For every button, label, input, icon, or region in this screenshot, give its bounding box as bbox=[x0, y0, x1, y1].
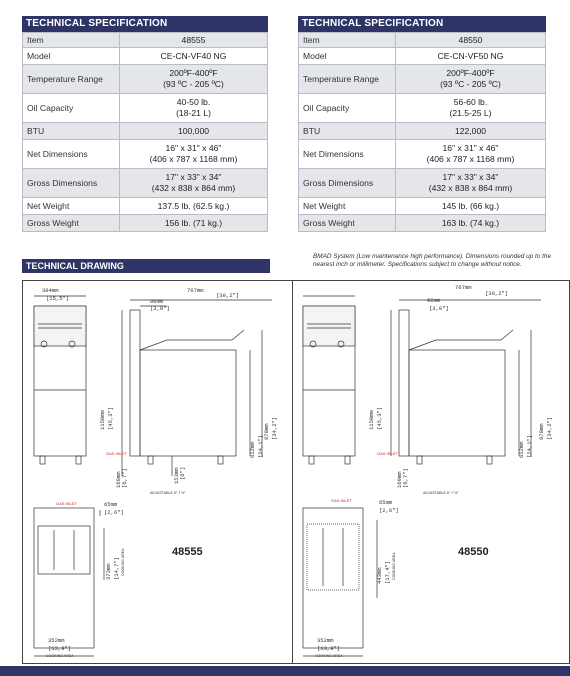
dim-label: 96mm bbox=[150, 298, 164, 305]
dim-label: [24,1"] bbox=[257, 434, 264, 458]
table-row bbox=[299, 65, 546, 94]
row-label: Model bbox=[23, 48, 120, 65]
spec-table-48550 bbox=[298, 16, 546, 232]
dim-label: 352mm bbox=[317, 637, 334, 644]
table-row bbox=[299, 140, 546, 169]
gas-inlet-label: GAS INLET bbox=[56, 501, 77, 506]
dim-label: [13,9"] bbox=[48, 645, 72, 652]
row-label: Net Dimensions bbox=[23, 140, 120, 169]
dim-label: 394mm bbox=[42, 287, 59, 294]
row-value: 200ºF-400ºF (93 ºC - 205 ºC) bbox=[120, 65, 268, 94]
row-value: CE-CN-VF50 NG bbox=[396, 48, 546, 65]
row-value: 137.5 lb. (62.5 kg.) bbox=[120, 198, 268, 215]
gas-inlet-label: GAS INLET bbox=[331, 498, 352, 503]
row-value: 145 lb. (66 kg.) bbox=[396, 198, 546, 215]
table-row bbox=[299, 198, 546, 215]
table-row bbox=[23, 48, 268, 65]
dim-label: [3,8"] bbox=[429, 305, 449, 312]
spec-footnote: BMAD System (Low maintenance high performance). Dimensions rounded up to the nearest inch or millimeter. Specifications subject to change without notice. bbox=[313, 253, 551, 268]
table-row bbox=[299, 94, 546, 123]
dim-label: [30,2"] bbox=[485, 290, 509, 297]
row-value: 48550 bbox=[396, 33, 546, 48]
dim-label: 612mm bbox=[249, 441, 256, 458]
dim-label: [14,7"] bbox=[113, 556, 120, 580]
row-label: BTU bbox=[23, 123, 120, 140]
row-label: Oil Capacity bbox=[299, 94, 396, 123]
technical-drawing-title: TECHNICAL DRAWING bbox=[22, 259, 270, 273]
table-row bbox=[23, 215, 268, 232]
dim-label: COOKING AREA bbox=[392, 552, 396, 580]
dim-label: 767mm bbox=[187, 287, 204, 294]
spec-table-48555 bbox=[22, 16, 268, 232]
dim-label: [34,2"] bbox=[271, 416, 278, 440]
dim-label: 153mm bbox=[173, 467, 180, 484]
row-label: Net Weight bbox=[299, 198, 396, 215]
row-value: 163 lb. (74 kg.) bbox=[396, 215, 546, 232]
row-value: 17" x 33" x 34" (432 x 838 x 864 mm) bbox=[396, 169, 546, 198]
table-row bbox=[23, 140, 268, 169]
row-value: 200ºF-400ºF (93 ºC - 205 ºC) bbox=[396, 65, 546, 94]
dim-label: [6,7"] bbox=[402, 468, 409, 488]
dim-label: 169mm bbox=[115, 471, 122, 488]
table-row bbox=[299, 48, 546, 65]
dim-label: ADJUSTABLE 6"-7 ½" bbox=[150, 491, 186, 495]
dim-label: [17,4"] bbox=[384, 560, 391, 584]
table-row bbox=[299, 169, 546, 198]
dim-label: [6"] bbox=[179, 466, 186, 480]
table-row bbox=[299, 123, 546, 140]
table-row bbox=[23, 169, 268, 198]
dim-label: [34,2"] bbox=[546, 416, 553, 440]
dim-label: [24,1"] bbox=[526, 434, 533, 458]
row-label: Temperature Range bbox=[299, 65, 396, 94]
dim-label: 767mm bbox=[455, 284, 472, 291]
dim-label: 96mm bbox=[427, 297, 441, 304]
dim-label: [2,6"] bbox=[379, 507, 399, 514]
dim-label: 612mm bbox=[518, 441, 525, 458]
row-value: 17" x 33" x 34" (432 x 838 x 864 mm) bbox=[120, 169, 268, 198]
footer-bar bbox=[0, 666, 570, 676]
dim-label: 373mm bbox=[105, 563, 112, 580]
dim-label: 169mm bbox=[396, 471, 403, 488]
dim-label: COOKING AREA bbox=[315, 654, 343, 658]
row-label: Gross Dimensions bbox=[299, 169, 396, 198]
row-value: 56-60 lb. (21.5-25 L) bbox=[396, 94, 546, 123]
drawing-48555 bbox=[22, 280, 292, 664]
row-label: BTU bbox=[299, 123, 396, 140]
row-value: 16" x 31" x 46" (406 x 787 x 1168 mm) bbox=[396, 140, 546, 169]
dim-label: [3,8"] bbox=[150, 305, 170, 312]
gas-inlet-label: GAS INLET bbox=[106, 451, 127, 456]
row-value: CE-CN-VF40 NG bbox=[120, 48, 268, 65]
dim-label: 870mm bbox=[538, 423, 545, 440]
row-value: 40-50 lb. (18-21 L) bbox=[120, 94, 268, 123]
row-label: Oil Capacity bbox=[23, 94, 120, 123]
row-value: 100,000 bbox=[120, 123, 268, 140]
gas-inlet-label: GAS INLET bbox=[377, 451, 398, 456]
dim-label: 1150mm bbox=[368, 410, 375, 430]
dim-label: [6,7"] bbox=[121, 468, 128, 488]
dim-label: 65mm bbox=[104, 501, 118, 508]
dim-label: [45,3"] bbox=[376, 406, 383, 430]
dim-label: 870mm bbox=[263, 423, 270, 440]
row-value: 48555 bbox=[120, 33, 268, 48]
row-value: 16" x 31" x 46" (406 x 787 x 1168 mm) bbox=[120, 140, 268, 169]
dim-label: [2,6"] bbox=[104, 509, 124, 516]
dim-label: COOKING AREA bbox=[121, 548, 125, 576]
spec-title: TECHNICAL SPECIFICATION bbox=[298, 16, 546, 32]
row-value: 156 lb. (71 kg.) bbox=[120, 215, 268, 232]
table-row bbox=[23, 33, 268, 48]
dim-label: 352mm bbox=[48, 637, 65, 644]
dim-label: [45,3"] bbox=[107, 406, 114, 430]
table-row bbox=[23, 198, 268, 215]
dim-label: 443mm bbox=[376, 567, 383, 584]
table-row bbox=[23, 65, 268, 94]
row-value: 122,000 bbox=[396, 123, 546, 140]
model-number-48555: 48555 bbox=[172, 546, 203, 558]
row-label: Item bbox=[23, 33, 120, 48]
model-number-48550: 48550 bbox=[458, 546, 489, 558]
row-label: Gross Dimensions bbox=[23, 169, 120, 198]
row-label: Net Dimensions bbox=[299, 140, 396, 169]
table-row bbox=[299, 215, 546, 232]
spec-table bbox=[22, 32, 268, 232]
table-row bbox=[23, 94, 268, 123]
dim-label: 1150mm bbox=[99, 410, 106, 430]
row-label: Gross Weight bbox=[23, 215, 120, 232]
dim-label: [15,5"] bbox=[46, 295, 70, 302]
drawing-48550 bbox=[293, 280, 570, 664]
row-label: Gross Weight bbox=[299, 215, 396, 232]
table-row bbox=[299, 33, 546, 48]
row-label: Temperature Range bbox=[23, 65, 120, 94]
dim-label: COOKING AREA bbox=[46, 654, 74, 658]
dim-label: [30,2"] bbox=[216, 292, 240, 299]
dim-label: ADJUSTABLE 6"-7 ½" bbox=[423, 491, 459, 495]
dim-label: 65mm bbox=[379, 499, 393, 506]
row-label: Net Weight bbox=[23, 198, 120, 215]
spec-table bbox=[298, 32, 546, 232]
table-row bbox=[23, 123, 268, 140]
row-label: Item bbox=[299, 33, 396, 48]
row-label: Model bbox=[299, 48, 396, 65]
spec-title: TECHNICAL SPECIFICATION bbox=[22, 16, 268, 32]
dim-label: [13,9"] bbox=[317, 645, 341, 652]
